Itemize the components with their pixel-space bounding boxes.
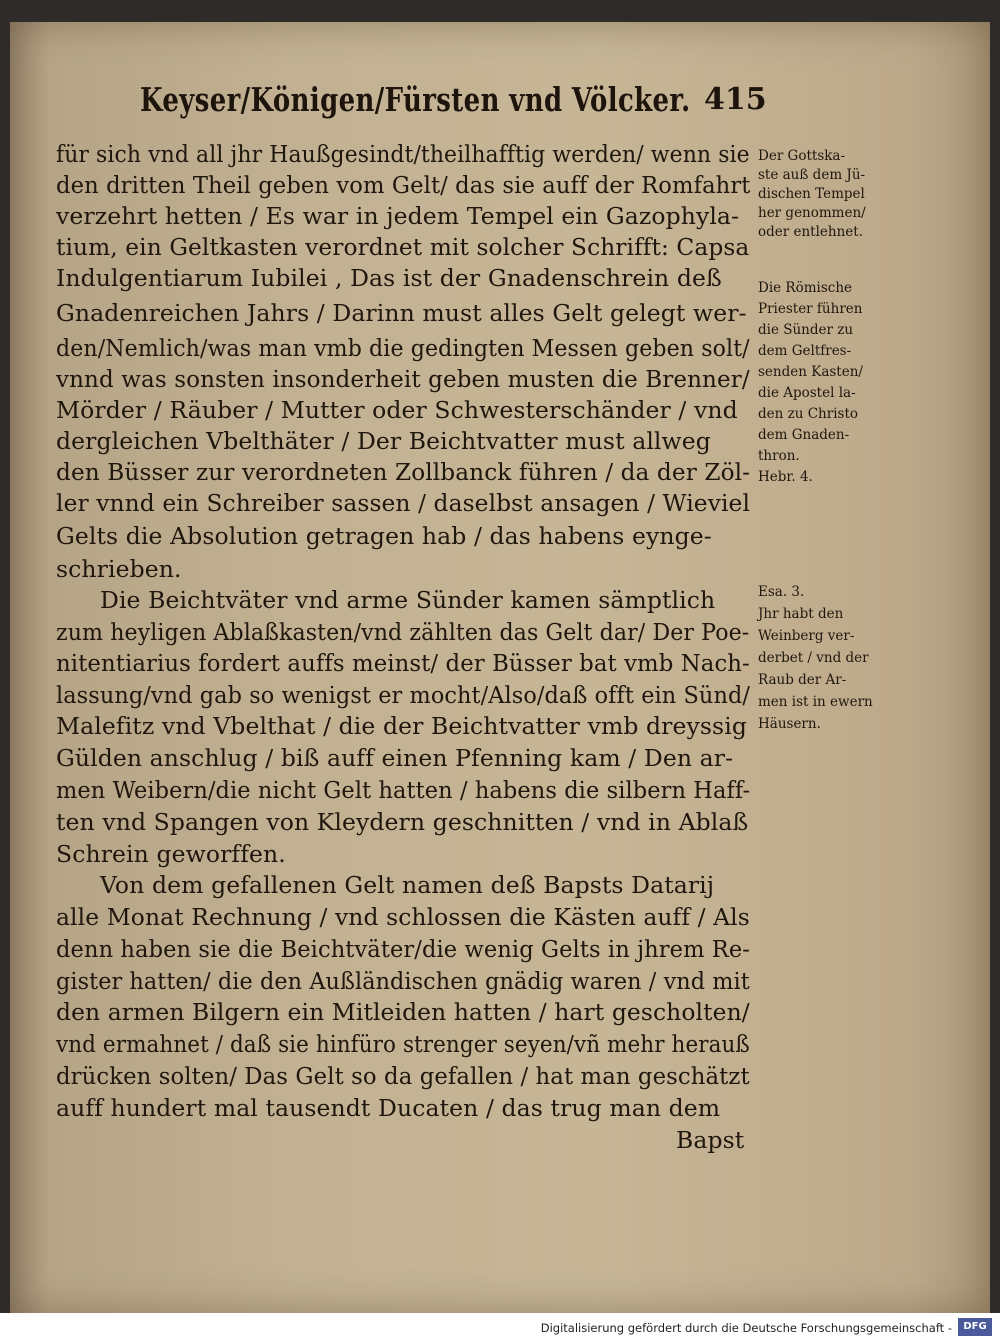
- margin-note: dem Geltfres-: [758, 343, 852, 359]
- margin-note: dischen Tempel: [758, 186, 865, 202]
- body-line: schrieben.: [56, 555, 182, 583]
- margin-note: dem Gnaden-: [758, 427, 850, 443]
- body-line: auff hundert mal tausendt Ducaten / das trug man dem: [56, 1094, 721, 1122]
- body-line: Von dem gefallenen Gelt namen deß Bapsts Datarij: [100, 871, 715, 899]
- body-line: verzehrt hetten / Es war in jedem Tempel ein Gazophyla-: [56, 202, 740, 230]
- body-line: tium, ein Geltkasten verordnet mit solcher Schrifft: Capsa: [56, 233, 750, 261]
- margin-note: Raub der Ar-: [758, 672, 847, 688]
- margin-note: thron.: [758, 448, 800, 464]
- margin-note: men ist in ewern: [758, 694, 873, 710]
- margin-note: den zu Christo: [758, 406, 858, 422]
- margin-note: senden Kasten/: [758, 364, 863, 380]
- margin-note: ste auß dem Jü-: [758, 167, 866, 183]
- margin-note: Priester führen: [758, 301, 863, 317]
- body-line: den dritten Theil geben vom Gelt/ das sie auff der Romfahrt: [56, 171, 751, 199]
- body-line: gister hatten/ die den Außländischen gnädig waren / vnd mit: [56, 967, 750, 995]
- margin-note: Hebr. 4.: [758, 469, 813, 485]
- body-line: denn haben sie die Beichtväter/die wenig Gelts in jhrem Re-: [56, 935, 751, 963]
- page-number: 415: [704, 82, 767, 117]
- footer-credit: Digitalisierung gefördert durch die Deutsche Forschungsgemeinschaft -: [540, 1321, 952, 1335]
- body-line: Indulgentiarum Iubilei , Das ist der Gnadenschrein deß: [56, 264, 722, 292]
- body-line: für sich vnd all jhr Haußgesindt/theilhafftig werden/ wenn sie: [56, 140, 750, 168]
- body-line: Die Beichtväter vnd arme Sünder kamen sämptlich: [100, 586, 716, 614]
- body-line: dergleichen Vbelthäter / Der Beichtvatter must allweg: [56, 427, 711, 455]
- body-line: Gülden anschlug / biß auff einen Pfenning kam / Den ar-: [56, 744, 734, 772]
- margin-note: oder entlehnet.: [758, 224, 864, 240]
- margin-note: Die Römische: [758, 280, 853, 296]
- margin-note: Jhr habt den: [758, 606, 844, 622]
- margin-note: Weinberg ver-: [758, 628, 855, 644]
- body-line: drücken solten/ Das Gelt so da gefallen / hat man geschätzt: [56, 1062, 750, 1090]
- body-line: Malefitz vnd Vbelthat / die der Beichtvatter vmb dreyssig: [56, 712, 747, 740]
- body-line: zum heyligen Ablaßkasten/vnd zählten das Gelt dar/ Der Poe-: [56, 618, 750, 646]
- margin-note: Häusern.: [758, 716, 821, 732]
- body-line: Mörder / Räuber / Mutter oder Schwesterschänder / vnd: [56, 396, 738, 424]
- body-line: men Weibern/die nicht Gelt hatten / habens die silbern Haff-: [56, 776, 751, 804]
- margin-note: derbet / vnd der: [758, 650, 869, 666]
- body-line: lassung/vnd gab so wenigst er mocht/Also/daß offt ein Sünd/: [56, 681, 750, 709]
- body-line: vnnd was sonsten insonderheit geben musten die Brenner/: [56, 365, 750, 393]
- body-line: alle Monat Rechnung / vnd schlossen die Kästen auff / Als: [56, 903, 750, 931]
- dfg-logo: DFG: [958, 1318, 992, 1336]
- body-line: Schrein geworffen.: [56, 840, 286, 868]
- body-line: den/Nemlich/was man vmb die gedingten Messen geben solt/: [56, 334, 750, 362]
- body-line: nitentiarius fordert auffs meinst/ der Büsser bat vmb Nach-: [56, 649, 750, 677]
- margin-note: die Apostel la-: [758, 385, 856, 401]
- body-line: ten vnd Spangen von Kleydern geschnitten / vnd in Ablaß: [56, 808, 749, 836]
- body-line: Gelts die Absolution getragen hab / das habens eynge-: [56, 522, 712, 550]
- body-line: den armen Bilgern ein Mitleiden hatten / hart gescholten/: [56, 998, 750, 1026]
- margin-note: her genommen/: [758, 205, 866, 221]
- catchword: Bapst: [676, 1126, 745, 1154]
- body-line: vnd ermahnet / daß sie hinfüro strenger seyen/vñ mehr herauß: [56, 1030, 750, 1058]
- margin-note: Esa. 3.: [758, 584, 805, 600]
- margin-note: Der Gottska-: [758, 148, 846, 164]
- running-title: Keyser/Königen/Fürsten vnd Völcker.: [140, 80, 691, 119]
- body-line: Gnadenreichen Jahrs / Darinn must alles Gelt gelegt wer-: [56, 299, 747, 327]
- margin-note: die Sünder zu: [758, 322, 854, 338]
- body-line: ler vnnd ein Schreiber sassen / daselbst ansagen / Wieviel: [56, 489, 751, 517]
- body-line: den Büsser zur verordneten Zollbanck führen / da der Zöl-: [56, 458, 751, 486]
